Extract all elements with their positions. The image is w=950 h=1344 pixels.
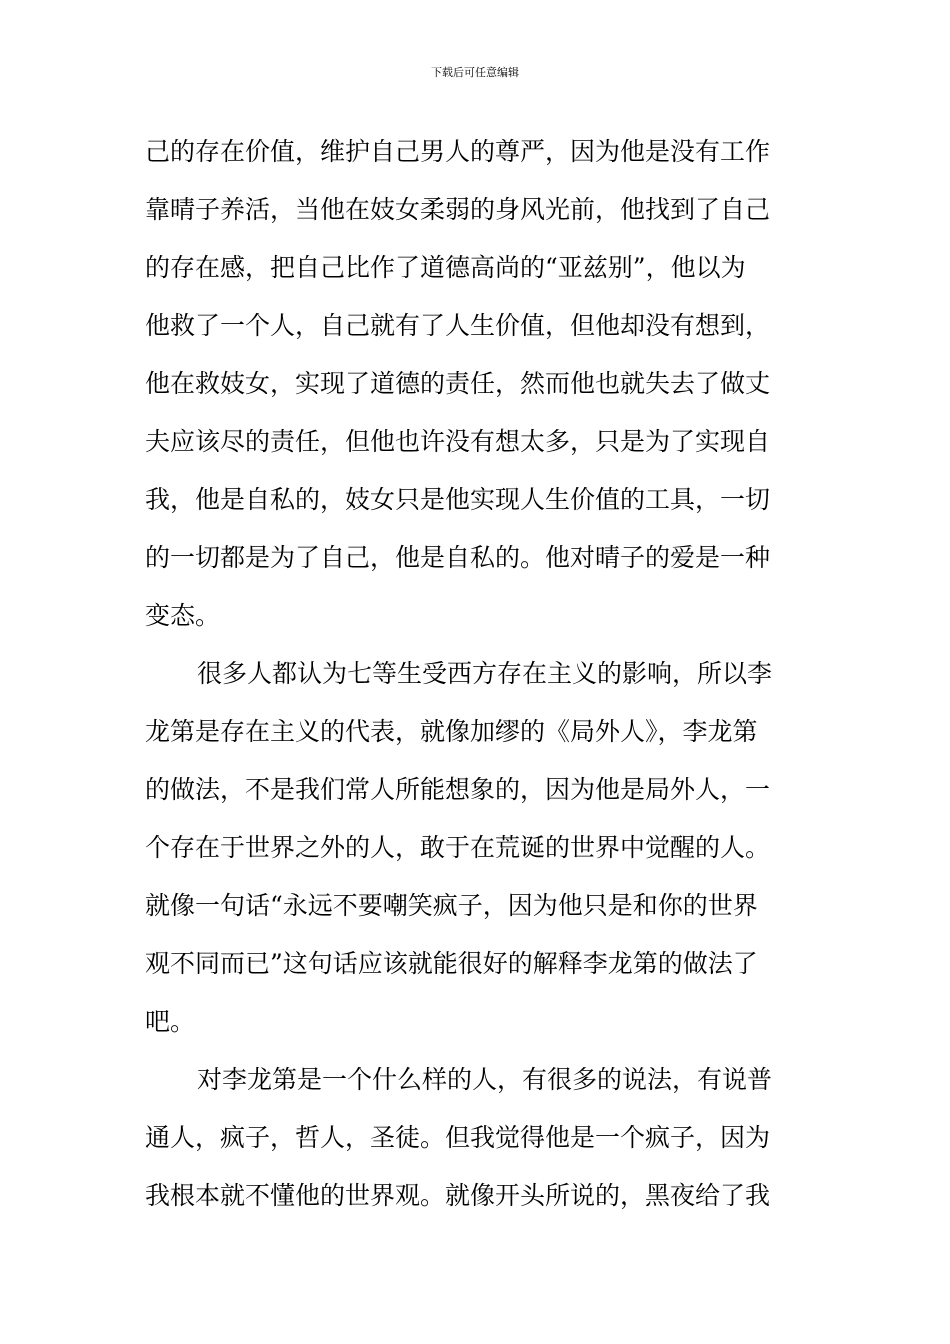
page-header: 下载后可任意编辑 — [431, 66, 519, 79]
text-line: 龙第是存在主义的代表，就像加缪的《局外人》，李龙第 — [145, 717, 758, 746]
text-line: 就像一句话“永远不要嘲笑疯子，因为他只是和你的世界 — [145, 891, 758, 920]
text-line: 通人，疯子，哲人，圣徒。但我觉得他是一个疯子，因为 — [145, 1123, 771, 1152]
text-line: 的存在感，把自己比作了道德高尚的“亚兹别”，他以为 — [145, 253, 746, 282]
document-body — [145, 123, 810, 1225]
text-line: 他救了一个人，自己就有了人生价值，但他却没有想到， — [145, 311, 771, 340]
text-line: 变态。 — [145, 601, 221, 630]
text-line: 我，他是自私的，妓女只是他实现人生价值的工具，一切 — [145, 485, 771, 514]
text-line: 吧。 — [145, 1007, 196, 1036]
text-line: 的做法，不是我们常人所能想象的，因为他是局外人，一 — [145, 775, 771, 804]
text-line: 他在救妓女，实现了道德的责任，然而他也就失去了做丈 — [145, 369, 771, 398]
text-line: 很多人都认为七等生受西方存在主义的影响，所以李 — [197, 659, 773, 688]
text-line: 己的存在价值，维护自己男人的尊严，因为他是没有工作 — [145, 137, 771, 166]
text-line: 的一切都是为了自己，他是自私的。他对晴子的爱是一种 — [145, 543, 771, 572]
paragraph — [145, 1051, 810, 1225]
text-line: 个存在于世界之外的人，敢于在荒诞的世界中觉醒的人。 — [145, 833, 771, 862]
paragraph — [145, 645, 810, 1051]
text-line: 我根本就不懂他的世界观。就像开头所说的，黑夜给了我 — [145, 1181, 771, 1210]
text-line: 夫应该尽的责任，但他也许没有想太多，只是为了实现自 — [145, 427, 771, 456]
text-line: 观不同而已”这句话应该就能很好的解释李龙第的做法了 — [145, 949, 758, 978]
paragraph — [145, 123, 810, 645]
text-line: 对李龙第是一个什么样的人，有很多的说法，有说普 — [197, 1065, 773, 1094]
text-line: 靠晴子养活，当他在妓女柔弱的身风光前，他找到了自己 — [145, 195, 771, 224]
